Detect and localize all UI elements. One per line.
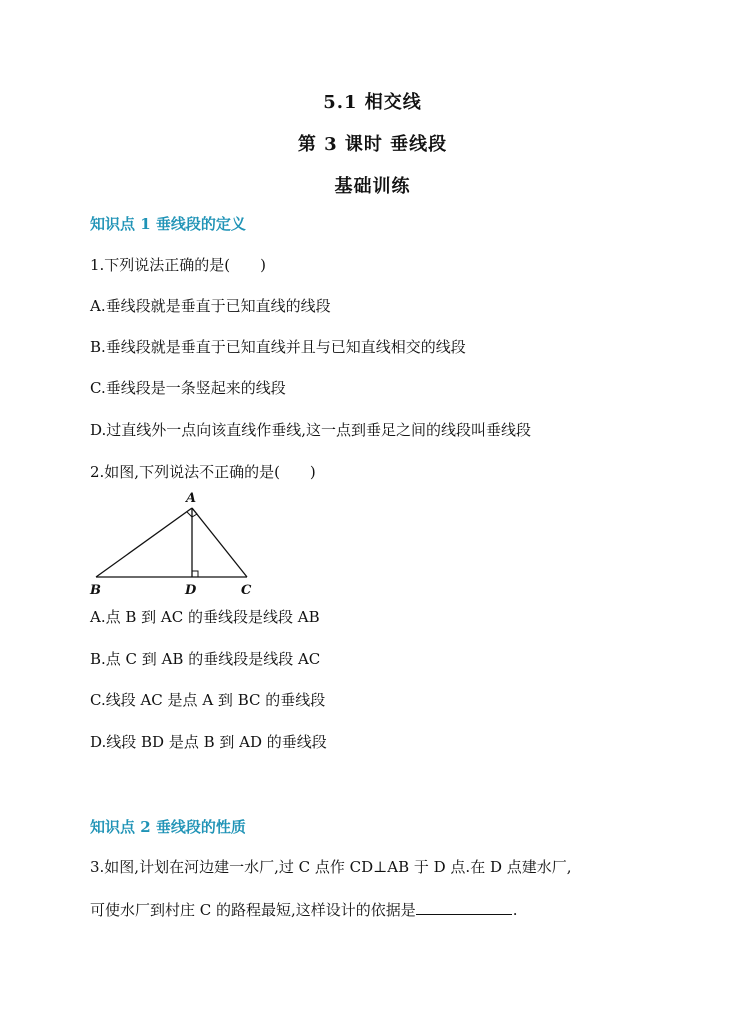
question-2-stem: 2.如图,下列说法不正确的是( )	[90, 463, 316, 481]
question-1-option-a: A.垂线段就是垂直于已知直线的线段	[90, 297, 331, 315]
question-1-option-c: C.垂线段是一条竖起来的线段	[90, 379, 286, 397]
knowledge-point-2-heading: 知识点 2 垂线段的性质	[90, 818, 246, 836]
segment-ab	[96, 508, 192, 577]
question-1-option-d: D.过直线外一点向该直线作垂线,这一点到垂足之间的线段叫垂线段	[90, 421, 532, 439]
lesson-title: 第 3 课时 垂线段	[297, 134, 448, 155]
right-angle-mark-d	[192, 571, 198, 577]
question-3-line-2-text: 可使水厂到村庄 C 的路程最短,这样设计的依据是	[90, 901, 416, 919]
question-2-option-b: B.点 C 到 AB 的垂线段是线段 AC	[90, 650, 321, 668]
question-2-option-a: A.点 B 到 AC 的垂线段是线段 AB	[90, 608, 320, 626]
label-b: B	[90, 583, 101, 598]
question-1-stem: 1.下列说法正确的是( )	[90, 256, 267, 274]
question-3-line-2	[90, 900, 518, 919]
triangle-figure	[86, 486, 266, 604]
question-3-line-1: 3.如图,计划在河边建一水厂,过 C 点作 CD⊥AB 于 D 点.在 D 点建水厂,	[90, 858, 572, 876]
segment-ac	[192, 508, 247, 577]
label-c: C	[241, 583, 252, 598]
answer-blank[interactable]	[416, 900, 512, 915]
training-subtitle: 基础训练	[334, 176, 411, 197]
label-a: A	[186, 491, 197, 506]
question-1-option-b: B.垂线段就是垂直于已知直线并且与已知直线相交的线段	[90, 338, 466, 356]
question-2-option-c: C.线段 AC 是点 A 到 BC 的垂线段	[90, 691, 326, 709]
question-3-period: .	[512, 901, 518, 919]
label-d: D	[185, 583, 197, 598]
knowledge-point-1-heading: 知识点 1 垂线段的定义	[90, 215, 246, 233]
section-title: 5.1 相交线	[323, 92, 422, 113]
question-2-option-d: D.线段 BD 是点 B 到 AD 的垂线段	[90, 733, 327, 751]
